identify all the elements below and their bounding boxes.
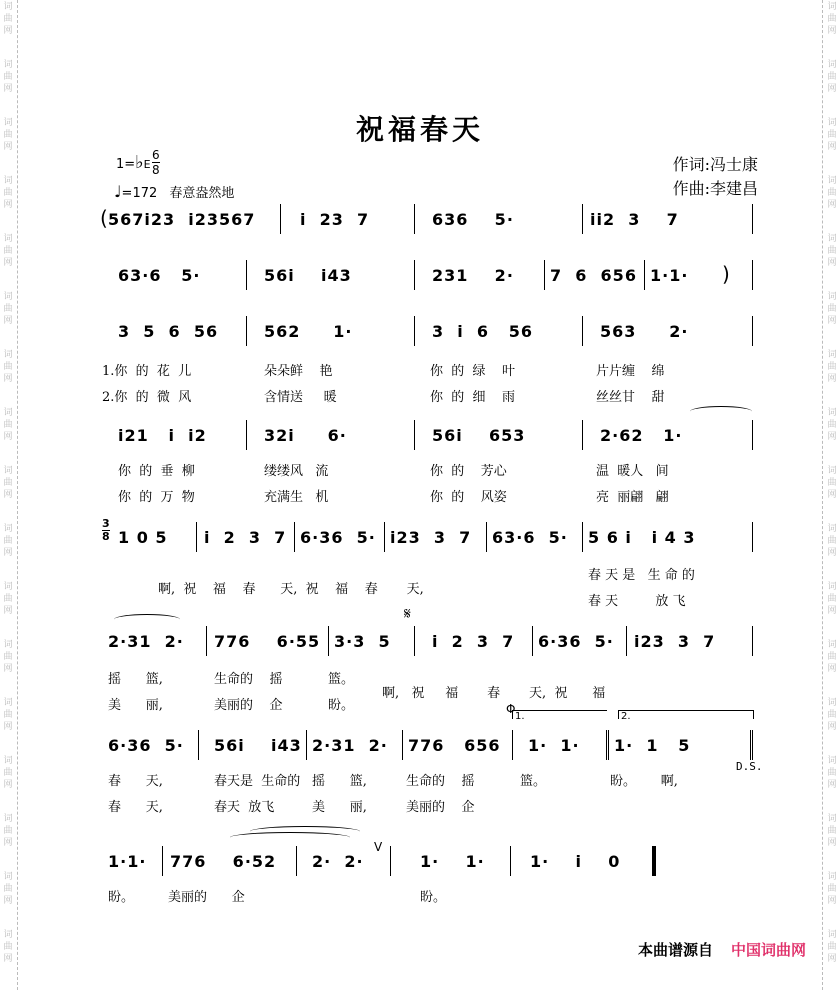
measure: 1·1· [108,852,147,871]
watermark-glyph: 曲 [3,826,13,836]
lyric: 片片缠 绵 [596,364,665,379]
lyric: 盼。 [420,890,447,905]
measure: i 2 3 7 [432,632,515,651]
time-bottom: 8 [152,163,160,177]
measure: 1· 1 5 [614,736,691,755]
watermark-glyph: 曲 [827,536,837,546]
time-signature [152,148,160,177]
watermark-glyph: 词 [827,930,837,940]
watermark-glyph: 词 [827,292,837,302]
measure: 5 6 i i 4 3 [588,528,696,547]
watermark-glyph: 网 [3,200,13,210]
watermark-glyph: 词 [3,640,13,650]
watermark-glyph: 词 [827,176,837,186]
watermark-glyph: 曲 [3,536,13,546]
lyric: 充满生 机 [264,490,329,505]
lyric: 摇 篮, [108,672,163,687]
lyric: 生命的 摇 [214,672,283,687]
watermark-glyph: 词 [3,698,13,708]
watermark-glyph: 曲 [827,246,837,256]
watermark-glyph: 曲 [827,188,837,198]
volta-label: 1. [515,711,525,722]
watermark-glyph: 曲 [827,594,837,604]
watermark-glyph: 网 [827,548,837,558]
time-top: 6 [152,148,160,162]
watermark-glyph: 曲 [3,884,13,894]
lyric: 生命的 摇 [406,774,475,789]
watermark-glyph: 网 [3,896,13,906]
watermark-glyph: 网 [827,606,837,616]
watermark-glyph: 网 [827,954,837,964]
measure: 776 6·55 [214,632,321,651]
watermark-glyph: 网 [3,780,13,790]
watermark-glyph: 曲 [3,130,13,140]
watermark-glyph: 词 [3,118,13,128]
watermark-glyph: 曲 [3,942,13,952]
measure: 562 1· [264,322,353,341]
watermark-glyph: 网 [3,258,13,268]
lyric: 春 天 放 飞 [588,594,686,609]
composer-credit: 作曲:李建昌 [672,179,758,198]
lyric: 啊, 祝 福 春 天, 祝 福 [382,686,606,701]
lyricist-credit: 作词:冯士康 [672,155,758,174]
watermark-glyph: 词 [827,698,837,708]
flat-icon: ♭ [135,152,144,173]
watermark-glyph: 网 [3,548,13,558]
watermark-glyph: 曲 [3,478,13,488]
watermark-glyph: 网 [3,142,13,152]
watermark-glyph: 曲 [827,768,837,778]
lyric: 1.你 的 花 儿 [102,364,192,379]
watermark-glyph: 曲 [3,420,13,430]
watermark-glyph: 词 [827,466,837,476]
key-tonic-label: 1= [116,157,136,172]
measure: 56i 653 [432,426,526,445]
measure: 567i23 i23567 [108,210,256,229]
watermark-glyph: 网 [3,722,13,732]
lyric: 盼。 啊, [610,774,678,789]
watermark-glyph: 曲 [827,14,837,24]
watermark-glyph: 曲 [3,768,13,778]
measure: 776 656 [408,736,501,755]
watermark-glyph: 词 [3,814,13,824]
measure: ii2 3 7 [590,210,679,229]
watermark-glyph: 曲 [827,884,837,894]
watermark-glyph: 词 [827,350,837,360]
lyric: 盼。 [328,698,355,713]
lyric: 盼。 [108,890,135,905]
lyric: 春 天, [108,774,163,789]
watermark-glyph: 词 [827,582,837,592]
lyric: 美丽的 企 [168,890,245,905]
watermark-glyph: 词 [827,234,837,244]
lyric: 摇 篮, [312,774,367,789]
measure: 636 5· [432,210,514,229]
measure: 56i i43 [214,736,302,755]
watermark-glyph: 网 [827,26,837,36]
measure: 2·62 1· [600,426,683,445]
measure: 56i i43 [264,266,352,285]
lyric: 春天是 生命的 [214,774,301,789]
watermark-glyph: 网 [827,722,837,732]
measure: 1· 1· [528,736,580,755]
watermark-glyph: 网 [3,954,13,964]
watermark-glyph: 曲 [827,826,837,836]
watermark-glyph: 曲 [3,72,13,82]
watermark-glyph: 网 [3,26,13,36]
right-watermark-strip [822,0,840,990]
measure: 3 i 6 56 [432,322,534,341]
source-label: 本曲谱源自 [637,941,713,959]
watermark-glyph: 曲 [827,942,837,952]
watermark-glyph: 词 [3,2,13,12]
measure: i23 3 7 [634,632,716,651]
measure: 1· i 0 [530,852,621,871]
watermark-glyph: 曲 [827,420,837,430]
watermark-glyph: 词 [827,814,837,824]
measure: 776 6·52 [170,852,277,871]
song-title: 祝福春天 [355,113,484,146]
watermark-glyph: 网 [827,838,837,848]
watermark-glyph: 网 [827,258,837,268]
measure: 563 2· [600,322,689,341]
breath-mark: V [374,840,383,854]
watermark-glyph: 网 [827,200,837,210]
source-footer [638,939,806,960]
watermark-glyph: 网 [827,664,837,674]
lyric: 篮。 [328,672,355,687]
watermark-glyph: 词 [827,408,837,418]
measure: 32i 6· [264,426,347,445]
lyric: 春 天, [108,800,163,815]
key-signature [116,148,160,177]
segno-icon: 𝄋 [404,604,411,623]
watermark-glyph: 词 [827,524,837,534]
watermark-glyph: 词 [827,872,837,882]
watermark-glyph: 曲 [827,362,837,372]
volta-1 [512,710,607,722]
left-watermark-strip [0,0,18,990]
volta-label: 2. [621,711,631,722]
watermark-glyph: 词 [827,118,837,128]
watermark-glyph: 网 [3,374,13,384]
watermark-glyph: 网 [3,432,13,442]
watermark-glyph: 曲 [827,130,837,140]
paren-open: ( [100,206,109,230]
watermark-glyph: 曲 [3,304,13,314]
lyric: 你 的 绿 叶 [430,364,516,379]
time-change [102,518,110,543]
lyric: 缕缕风 流 [264,464,329,479]
watermark-glyph: 网 [3,84,13,94]
ds-marking: D.S. [736,760,763,773]
watermark-glyph: 曲 [3,710,13,720]
watermark-glyph: 词 [3,350,13,360]
lyric: 春 天 是 生 命 的 [588,568,695,583]
measure: i23 3 7 [390,528,472,547]
watermark-glyph: 网 [3,490,13,500]
measure: i21 i i2 [118,426,207,445]
time-top: 3 [102,517,110,530]
watermark-glyph: 曲 [827,478,837,488]
watermark-glyph: 词 [3,292,13,302]
watermark-glyph: 曲 [3,652,13,662]
watermark-glyph: 曲 [3,246,13,256]
lyric: 啊, 祝 福 春 天, 祝 福 春 天, [158,582,424,597]
lyric: 美 丽, [312,800,367,815]
watermark-glyph: 曲 [3,188,13,198]
measure: 6·36 5· [538,632,614,651]
measure: 2·31 2· [108,632,184,651]
watermark-glyph: 网 [3,606,13,616]
watermark-glyph: 词 [3,872,13,882]
watermark-glyph: 网 [827,780,837,790]
lyric: 亮 丽翩 翩 [596,490,669,505]
watermark-glyph: 词 [3,234,13,244]
measure: 1·1· [650,266,689,285]
quarter-note-icon: ♩ [114,182,122,201]
lyric: 篮。 [520,774,547,789]
volta-2 [618,710,754,722]
watermark-glyph: 词 [3,930,13,940]
watermark-glyph: 词 [3,582,13,592]
lyric: 你 的 万 物 [118,490,195,505]
time-bottom: 8 [102,530,110,543]
watermark-glyph: 词 [3,756,13,766]
measure: 6·36 5· [300,528,376,547]
source-brand-link[interactable]: 中国词曲网 [730,941,806,959]
key-letter: E [143,158,151,171]
watermark-glyph: 网 [827,490,837,500]
measure: 7 6 656 [550,266,637,285]
watermark-glyph: 词 [3,524,13,534]
lyric: 你 的 细 雨 [430,390,516,405]
watermark-glyph: 网 [827,84,837,94]
watermark-glyph: 曲 [3,14,13,24]
lyric: 朵朵鲜 艳 [264,364,333,379]
measure: 1 0 5 [118,528,168,547]
watermark-glyph: 网 [827,316,837,326]
watermark-glyph: 词 [827,756,837,766]
watermark-glyph: 网 [827,896,837,906]
lyric: 温 暖人 间 [596,464,669,479]
measure: 3·3 5 [334,632,391,651]
watermark-glyph: 曲 [3,362,13,372]
lyric: 春天 放飞 [214,800,275,815]
measure: 1· 1· [420,852,485,871]
tempo-marking [114,182,234,201]
watermark-glyph: 曲 [3,594,13,604]
watermark-glyph: 词 [3,408,13,418]
watermark-glyph: 曲 [827,710,837,720]
measure: 3 5 6 56 [118,322,219,341]
watermark-glyph: 网 [3,838,13,848]
measure: i 2 3 7 [204,528,287,547]
tempo-value: =172 [121,186,158,201]
lyric: 你 的 芳心 [430,464,507,479]
lyric: 美 丽, [108,698,163,713]
watermark-glyph: 曲 [827,652,837,662]
watermark-glyph: 词 [3,176,13,186]
lyric: 含情送 暖 [264,390,337,405]
watermark-glyph: 网 [3,664,13,674]
watermark-glyph: 网 [3,316,13,326]
measure: 2· 2· [312,852,364,871]
watermark-glyph: 词 [3,466,13,476]
watermark-glyph: 词 [3,60,13,70]
lyric: 你 的 垂 柳 [118,464,195,479]
lyric: 你 的 风姿 [430,490,507,505]
measure: 231 2· [432,266,514,285]
watermark-glyph: 词 [827,60,837,70]
watermark-glyph: 词 [827,640,837,650]
watermark-glyph: 词 [827,2,837,12]
measure: 63·6 5· [492,528,568,547]
coda-icon: Φ [506,702,516,716]
tempo-expression: 春意盎然地 [169,186,235,201]
lyric: 丝丝甘 甜 [596,390,665,405]
watermark-glyph: 网 [827,374,837,384]
measure: 63·6 5· [118,266,201,285]
watermark-glyph: 曲 [827,304,837,314]
watermark-glyph: 曲 [827,72,837,82]
watermark-glyph: 网 [827,432,837,442]
watermark-glyph: 网 [827,142,837,152]
measure: i 23 7 [300,210,370,229]
lyric: 美丽的 企 [406,800,475,815]
measure: 2·31 2· [312,736,388,755]
lyric: 美丽的 企 [214,698,283,713]
measure: 6·36 5· [108,736,184,755]
paren-close: ) [722,262,731,286]
lyric: 2.你 的 微 风 [102,390,192,405]
